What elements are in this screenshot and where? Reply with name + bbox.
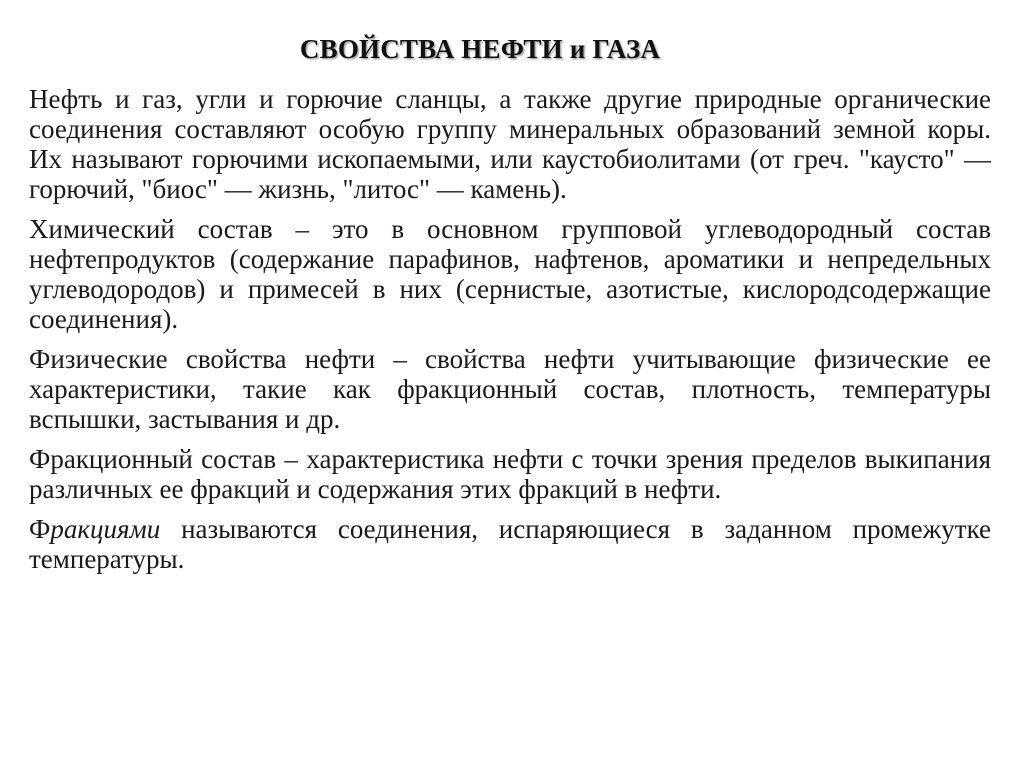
slide-body — [29, 84, 991, 584]
fractions-lead-letter: Ф — [29, 514, 51, 544]
paragraph-physical-properties: Физические свойства нефти – свойства нефти учитывающие физические ее характеристики, такие как фракционный состав, плотность, температуры вспышки, застывания и др. — [29, 344, 991, 434]
paragraph-fractions-definition — [29, 514, 991, 574]
paragraph-fractional-composition: Фракционный состав – характеристика нефти с точки зрения пределов выкипания различных ее фракций и содержания этих фракций в нефти. — [29, 444, 991, 504]
paragraph-chemical-composition: Химический состав – это в основном групповой углеводородный состав нефтепродуктов (содержание парафинов, нафтенов, ароматики и непредельных углеводородов) и примесей в них (сернистые, азотистые, кислородсодержащие соединения). — [29, 214, 991, 334]
slide-title: СВОЙСТВА НЕФТИ и ГАЗА — [299, 34, 661, 64]
fractions-term: ракциями — [50, 514, 161, 544]
fractions-definition-text: называются соединения, испаряющиеся в заданном промежутке температуры. — [29, 514, 991, 574]
paragraph-fuels: Нефть и газ, угли и горючие сланцы, а также другие природные органические соединения составляют особую группу минеральных образований земной коры. Их называют горючими ископаемыми, или каустобиолитами (от греч. "каусто" — горючий, "биос" — жизнь, "литос" — камень). — [29, 84, 991, 204]
